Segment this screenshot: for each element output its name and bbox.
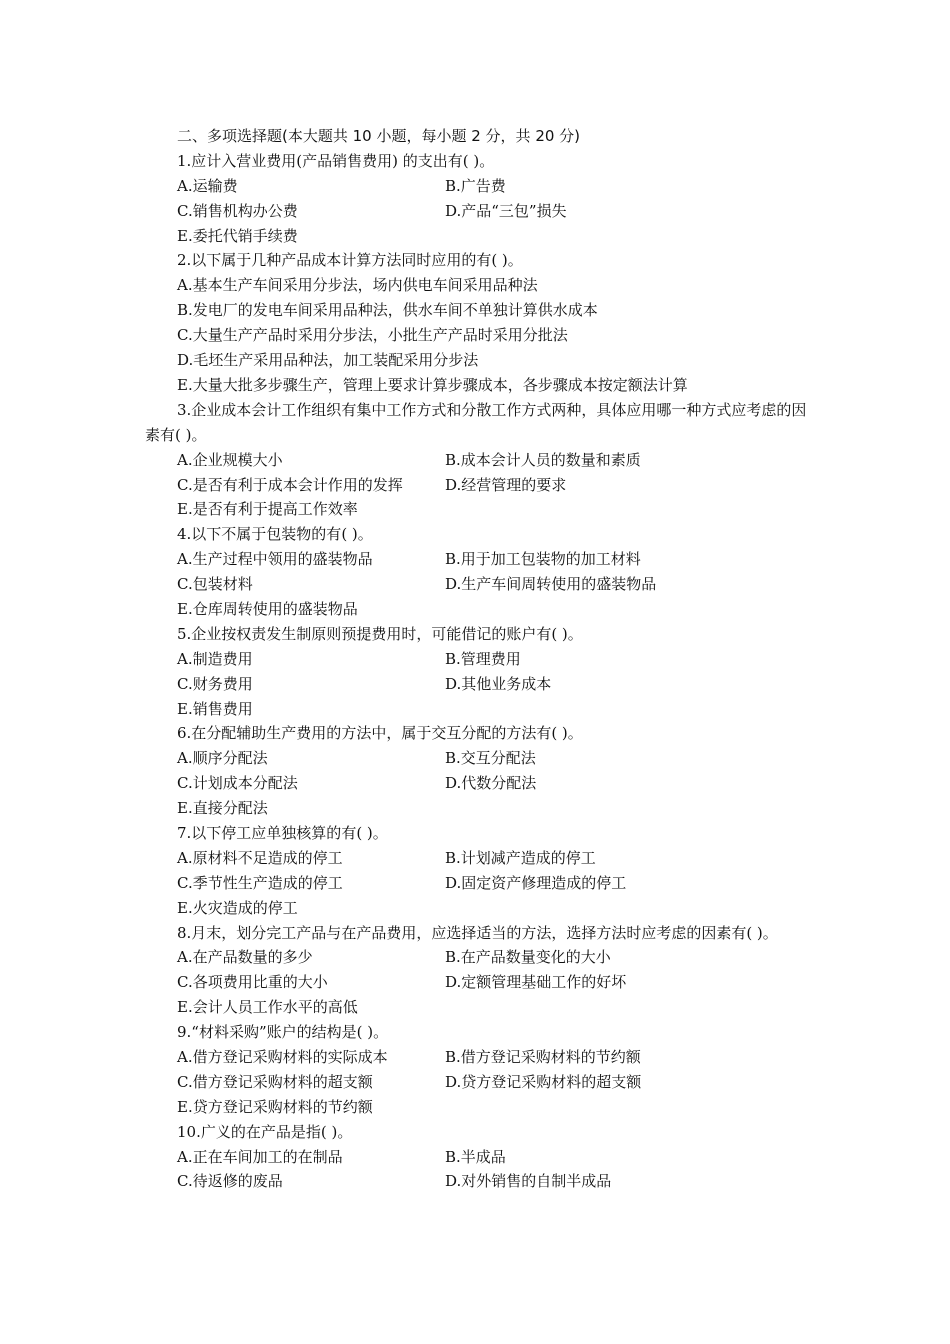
option-a: A.制造费用 bbox=[177, 649, 253, 668]
question-stem: 4.以下不属于包装物的有( )。 bbox=[177, 525, 373, 544]
section-title: 二、多项选择题(本大题共 10 小题，每小题 2 分，共 20 分) bbox=[177, 127, 581, 145]
option-b: B.借方登记采购材料的节约额 bbox=[445, 1048, 641, 1066]
option-d: D.代数分配法 bbox=[445, 774, 537, 793]
option-c: C.销售机构办公费 bbox=[177, 201, 298, 220]
question-stem: 8.月末，划分完工产品与在产品费用，应选择适当的方法，选择方法时应考虑的因素有( )。 bbox=[177, 923, 778, 942]
option-a: A.企业规模大小 bbox=[177, 450, 283, 469]
option-c: C.待返修的废品 bbox=[177, 1172, 283, 1191]
option-row bbox=[145, 771, 815, 796]
option-c: C.包装材料 bbox=[177, 575, 253, 594]
option-e: E.大量大批多步骤生产，管理上要求计算步骤成本，各步骤成本按定额法计算 bbox=[177, 375, 688, 394]
option-row bbox=[145, 746, 815, 771]
option-row bbox=[145, 970, 815, 995]
option-b: B.用于加工包装物的加工材料 bbox=[445, 550, 641, 569]
option-row bbox=[145, 547, 815, 572]
option-b: B.半成品 bbox=[445, 1147, 506, 1166]
option-a: A.运输费 bbox=[177, 176, 238, 195]
option-row bbox=[145, 672, 815, 697]
option-row bbox=[145, 174, 815, 199]
option-row bbox=[145, 199, 815, 224]
option-row bbox=[145, 945, 815, 970]
option-a: A.顺序分配法 bbox=[177, 749, 268, 768]
option-d: D.定额管理基础工作的好坏 bbox=[445, 973, 627, 992]
option-d: D.经营管理的要求 bbox=[445, 475, 567, 494]
option-d: D.固定资产修理造成的停工 bbox=[445, 873, 627, 892]
option-e: E.销售费用 bbox=[177, 699, 253, 718]
option-d: D.其他业务成本 bbox=[445, 674, 552, 693]
option-row bbox=[145, 448, 815, 473]
option-e: E.仓库周转使用的盛装物品 bbox=[177, 599, 358, 618]
option-e: E.会计人员工作水平的高低 bbox=[177, 998, 358, 1017]
option-b: B.广告费 bbox=[445, 176, 506, 195]
question-stem: 9.“材料采购”账户的结构是( )。 bbox=[177, 1023, 389, 1042]
option-c: C.季节性生产造成的停工 bbox=[177, 873, 343, 892]
option-row bbox=[145, 1169, 815, 1194]
option-e: E.火灾造成的停工 bbox=[177, 898, 298, 917]
question-stem: 5.企业按权责发生制原则预提费用时，可能借记的账户有( )。 bbox=[177, 624, 583, 643]
option-e: E.是否有利于提高工作效率 bbox=[177, 500, 358, 519]
question-stem: 6.在分配辅助生产费用的方法中，属于交互分配的方法有( )。 bbox=[177, 724, 583, 743]
option-row bbox=[145, 572, 815, 597]
option-e: E.直接分配法 bbox=[177, 799, 268, 818]
option-row bbox=[145, 1145, 815, 1170]
question-stem: 7.以下停工应单独核算的有( )。 bbox=[177, 823, 388, 842]
option-c: C.财务费用 bbox=[177, 674, 253, 693]
option-a: A.在产品数量的多少 bbox=[177, 948, 313, 967]
option-d: D.贷方登记采购材料的超支额 bbox=[445, 1072, 642, 1091]
option-b: B.在产品数量变化的大小 bbox=[445, 948, 611, 967]
option-b: B.交互分配法 bbox=[445, 749, 536, 768]
option-d: D.对外销售的自制半成品 bbox=[445, 1172, 612, 1191]
option-c: C.借方登记采购材料的超支额 bbox=[177, 1072, 373, 1091]
question-stem: 3.企业成本会计工作组织有集中工作方式和分散工作方式两种，具体应用哪一种方式应考虑的因素有( )。 bbox=[145, 400, 807, 444]
option-row bbox=[145, 1045, 815, 1070]
option-a: A.借方登记采购材料的实际成本 bbox=[177, 1048, 388, 1066]
option-e: E.贷方登记采购材料的节约额 bbox=[177, 1097, 373, 1116]
option-b: B.发电厂的发电车间采用品种法，供水车间不单独计算供水成本 bbox=[177, 301, 598, 320]
option-row bbox=[145, 647, 815, 672]
question-stem: 10.广义的在产品是指( )。 bbox=[177, 1122, 353, 1141]
option-c: C.各项费用比重的大小 bbox=[177, 973, 328, 992]
option-a: A.原材料不足造成的停工 bbox=[177, 848, 343, 867]
multiple-choice-section bbox=[145, 124, 815, 1194]
option-row bbox=[145, 473, 815, 498]
option-row bbox=[145, 1070, 815, 1095]
option-c: C.计划成本分配法 bbox=[177, 774, 298, 793]
option-a: A.正在车间加工的在制品 bbox=[177, 1147, 343, 1166]
option-row bbox=[145, 846, 815, 871]
question-stem: 2.以下属于几种产品成本计算方法同时应用的有( )。 bbox=[177, 251, 523, 270]
option-row bbox=[145, 871, 815, 896]
option-e: E.委托代销手续费 bbox=[177, 226, 298, 245]
option-a: A.生产过程中领用的盛装物品 bbox=[177, 550, 373, 569]
option-b: B.成本会计人员的数量和素质 bbox=[445, 450, 641, 469]
option-b: B.计划减产造成的停工 bbox=[445, 848, 596, 867]
option-a: A.基本生产车间采用分步法，场内供电车间采用品种法 bbox=[177, 276, 538, 295]
option-c: C.是否有利于成本会计作用的发挥 bbox=[177, 475, 403, 494]
option-d: D.毛坯生产采用品种法，加工装配采用分步法 bbox=[177, 351, 479, 370]
option-d: D.生产车间周转使用的盛装物品 bbox=[445, 575, 657, 594]
option-b: B.管理费用 bbox=[445, 649, 521, 668]
question-stem: 1.应计入营业费用(产品销售费用) 的支出有( )。 bbox=[177, 151, 495, 170]
option-c: C.大量生产产品时采用分步法，小批生产产品时采用分批法 bbox=[177, 326, 568, 345]
option-d: D.产品“三包”损失 bbox=[445, 201, 567, 220]
